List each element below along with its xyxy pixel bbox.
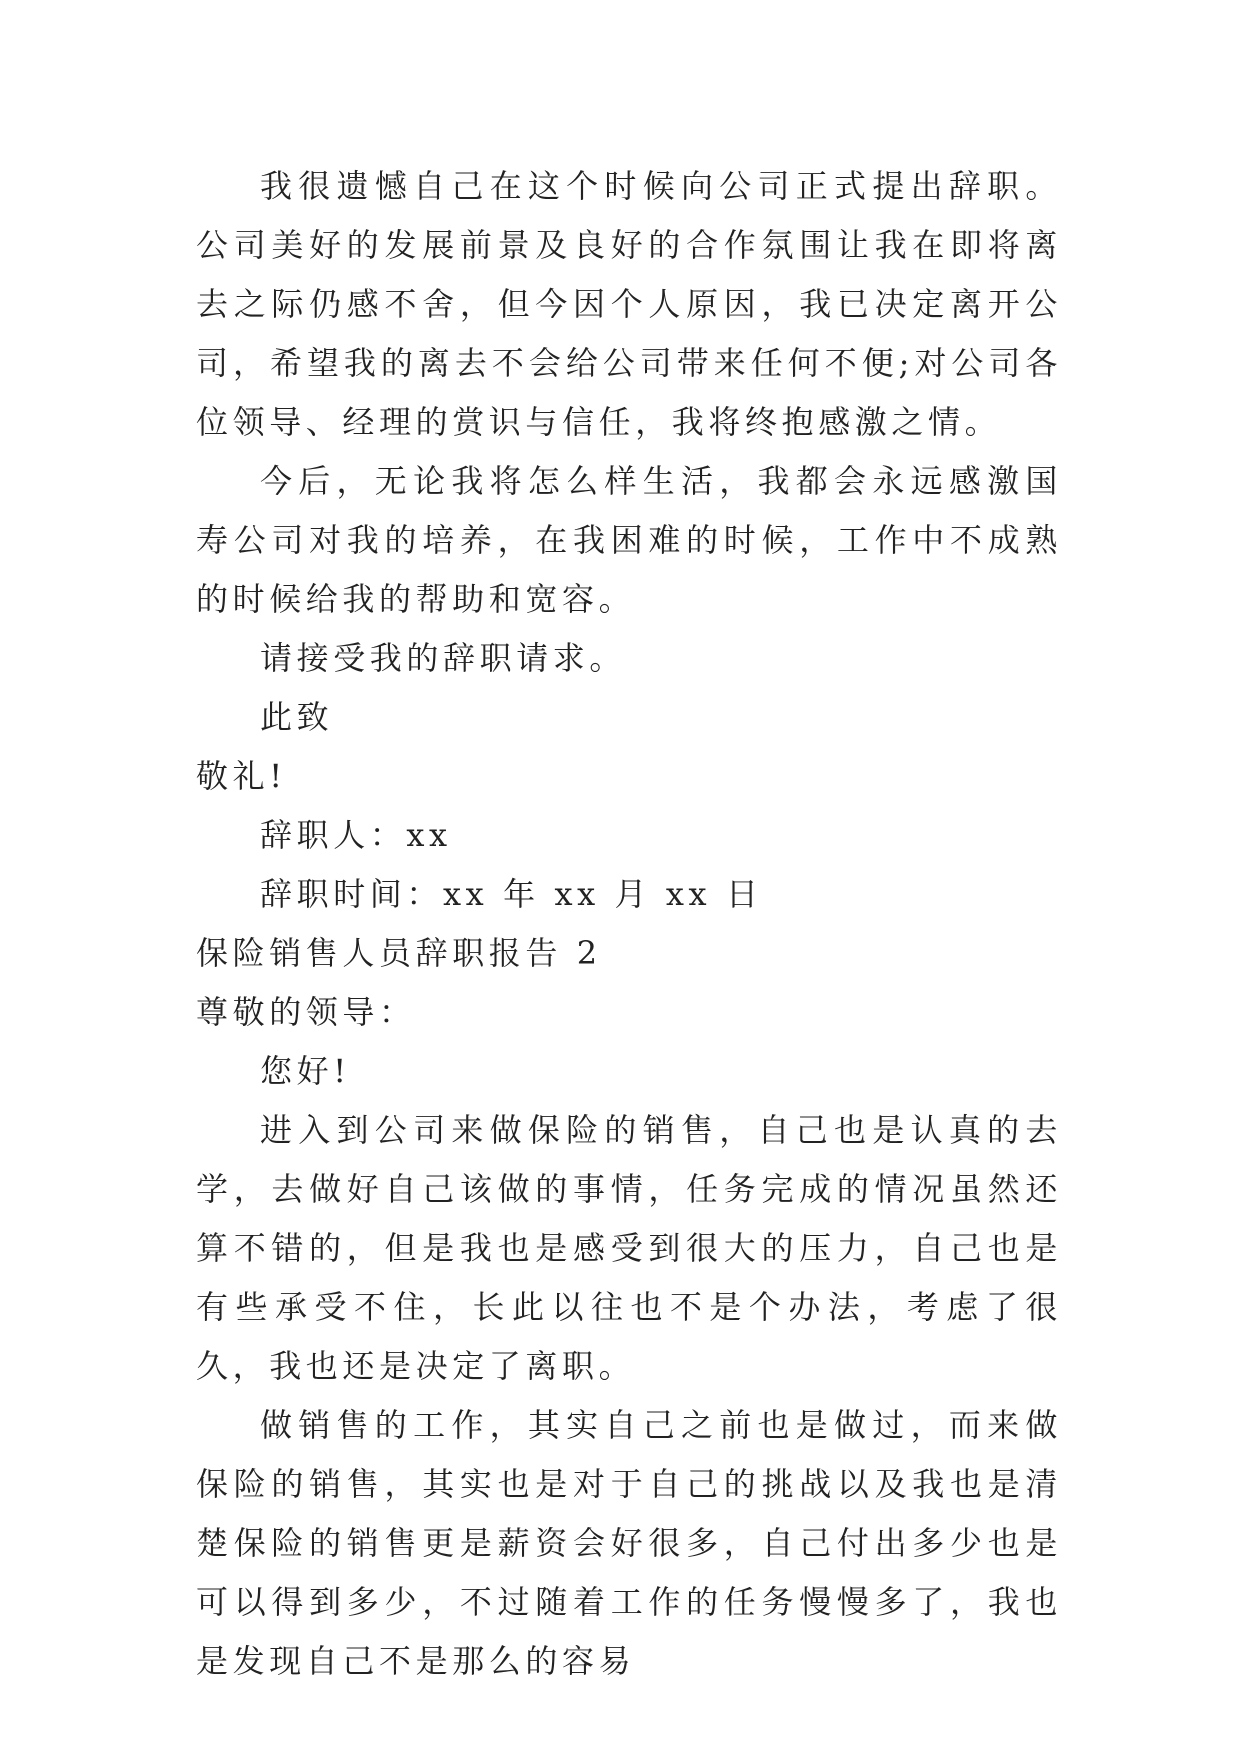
paragraph-gratitude: 今后，无论我将怎么样生活，我都会永远感激国寿公司对我的培养，在我困难的时候，工作中不成熟的时候给我的帮助和宽容。 [196,462,1062,618]
signature-name: 辞职人：xx [260,816,452,854]
paragraph-request: 请接受我的辞职请求。 [260,639,627,677]
paragraph-resignation-intro: 我很遗憾自己在这个时候向公司正式提出辞职。公司美好的发展前景及良好的合作氛围让我在即将离去之际仍感不舍，但今因个人原因，我已决定离开公司，希望我的离去不会给公司带来任何不便;对公司各位领导、经理的赏识与信任，我将终抱感激之情。 [196,167,1062,441]
greeting-addressee: 尊敬的领导： [196,993,416,1031]
closing-regards: 敬礼! [196,757,287,795]
greeting-hello: 您好! [260,1052,351,1090]
signature-date: 辞职时间：xx 年 xx 月 xx 日 [260,875,763,913]
document-body [196,157,1062,1691]
closing-salutation: 此致 [260,698,334,736]
paragraph-work-pressure: 进入到公司来做保险的销售，自己也是认真的去学，去做好自己该做的事情，任务完成的情况虽然还算不错的，但是我也是感受到很大的压力，自己也是有些承受不住，长此以往也不是个办法，考虑了很久，我也还是决定了离职。 [196,1111,1062,1385]
paragraph-sales-experience: 做销售的工作，其实自己之前也是做过，而来做保险的销售，其实也是对于自己的挑战以及我也是清楚保险的销售更是薪资会好很多，自己付出多少也是可以得到多少，不过随着工作的任务慢慢多了，我也是发现自己不是那么的容易 [196,1406,1062,1680]
section-heading-report-2: 保险销售人员辞职报告 2 [196,934,602,972]
